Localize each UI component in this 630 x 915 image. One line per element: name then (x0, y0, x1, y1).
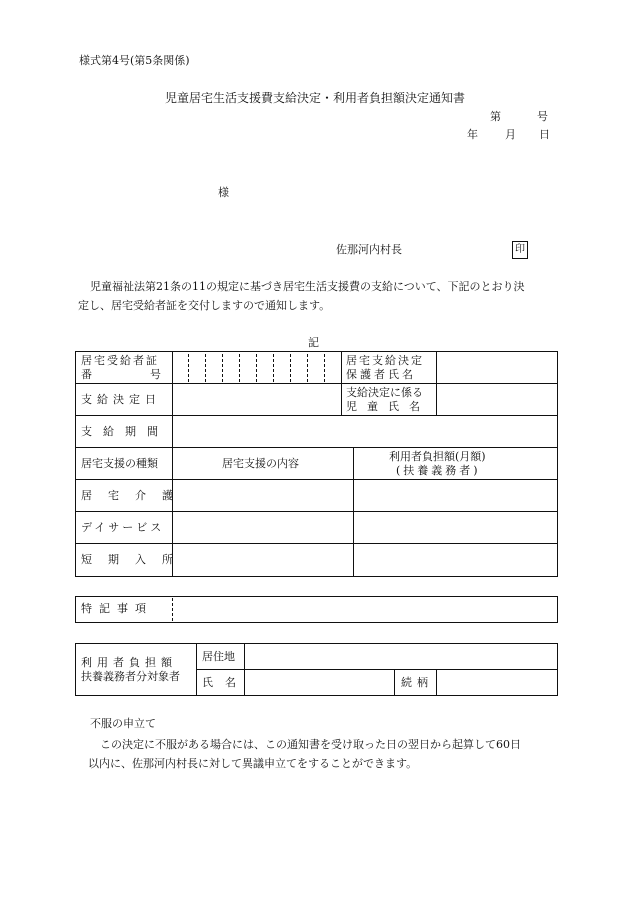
child-label-1: 支給決定に係る (346, 386, 423, 399)
content-header: 居宅支援の内容 (222, 457, 299, 470)
date-month: 月 (505, 128, 516, 141)
row-day-service: デイサービス (81, 521, 165, 534)
doc-number-dai: 第 (490, 110, 501, 123)
burden-target-label-2: 扶養義務者分対象者 (81, 670, 180, 683)
cert-number-label-2 (81, 368, 219, 382)
remarks-label: 特記事項 (81, 602, 153, 615)
addressee-suffix: 様 (218, 186, 229, 199)
appeal-line-2: 以内に、佐那河内村長に対して異議申立てをすることができます。 (88, 757, 418, 770)
cert-number-label-1 (81, 354, 168, 368)
burden-target-label-1: 利用者負担額 (81, 656, 177, 669)
date-day: 日 (539, 128, 550, 141)
ki-label: 記 (308, 336, 319, 349)
guardian-label-2: 保護者氏名 (346, 368, 416, 381)
row-home-care: 居宅介護 (81, 489, 189, 502)
cert-number-label-text: 居宅受給者証 (81, 354, 159, 367)
row-short-stay: 短期入所 (81, 553, 189, 566)
date-year: 年 (467, 128, 478, 141)
decision-date-label: 支給決定日 (81, 393, 161, 406)
burden-header-2: (扶養義務者) (396, 464, 481, 477)
guardian-label-1: 居宅支給決定 (346, 354, 424, 367)
child-label-2: 児童氏名 (346, 400, 430, 413)
body-line-1: 児童福祉法第21条の11の規定に基づき居宅生活支援費の支給について、下記のとおり決 (90, 280, 525, 293)
body-line-2: 定し、居宅受給者証を交付しますので通知します。 (78, 299, 331, 312)
name-label: 氏名 (202, 676, 248, 689)
appeal-line-1: この決定に不服がある場合には、この通知書を受け取った日の翌日から起算して60日 (100, 738, 521, 751)
relation-label: 続柄 (401, 676, 433, 689)
issuer-name: 佐那河内村長 (336, 243, 402, 256)
address-label: 居住地 (202, 650, 235, 663)
form-id: 様式第4号(第5条関係) (79, 54, 190, 67)
document-title: 児童居宅生活支援費支給決定・利用者負担額決定通知書 (165, 91, 466, 105)
appeal-title: 不服の申立て (90, 717, 156, 730)
seal-mark: 印 (512, 241, 528, 259)
period-label: 支給期間 (81, 425, 169, 438)
cert-number-label-text-2: 番号 (81, 368, 219, 381)
type-header: 居宅支援の種類 (81, 457, 158, 470)
doc-number-gou: 号 (537, 110, 548, 123)
burden-header-1: 利用者負担額(月額) (389, 450, 486, 463)
